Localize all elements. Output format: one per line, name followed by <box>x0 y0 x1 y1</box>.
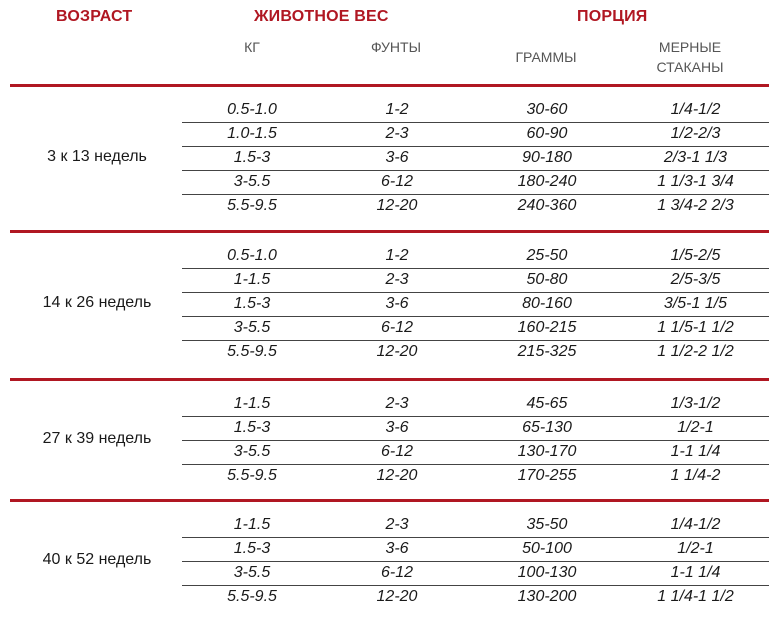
header-age: ВОЗРАСТ <box>56 8 133 25</box>
table-row <box>182 244 769 268</box>
cups-cell: 1 1/5-1 1/2 <box>657 319 734 336</box>
cups-cell: 1/2-1 <box>677 419 714 436</box>
weight-lb-cell: 2-3 <box>385 516 409 533</box>
grams-cell: 65-130 <box>522 419 572 436</box>
weight-lb-cell: 12-20 <box>376 467 418 484</box>
grams-cell: 100-130 <box>517 564 577 581</box>
weight-kg-cell: 0.5-1.0 <box>227 247 277 264</box>
table-row <box>182 194 769 218</box>
weight-lb-cell: 3-6 <box>385 540 409 557</box>
header-cups <box>640 37 740 77</box>
table-row <box>182 464 769 488</box>
weight-lb-cell: 3-6 <box>385 149 409 166</box>
weight-lb-cell: 1-2 <box>385 101 409 118</box>
weight-lb-cell: 6-12 <box>380 319 414 336</box>
grams-cell: 130-200 <box>517 588 577 605</box>
table-row <box>182 561 769 585</box>
weight-kg-cell: 1-1.5 <box>233 271 271 288</box>
group-divider <box>10 230 769 233</box>
group-divider <box>10 84 769 87</box>
weight-lb-cell: 12-20 <box>376 197 418 214</box>
grams-cell: 60-90 <box>526 125 568 142</box>
grams-cell: 130-170 <box>517 443 577 460</box>
grams-cell: 50-100 <box>522 540 572 557</box>
weight-kg-cell: 1.5-3 <box>233 419 271 436</box>
weight-kg-cell: 1.5-3 <box>233 540 271 557</box>
table-row <box>182 122 769 146</box>
weight-kg-cell: 5.5-9.5 <box>227 588 277 605</box>
group-divider <box>10 378 769 381</box>
weight-kg-cell: 3-5.5 <box>233 319 271 336</box>
weight-lb-cell: 1-2 <box>385 247 409 264</box>
grams-cell: 160-215 <box>517 319 577 336</box>
grams-cell: 25-50 <box>526 247 568 264</box>
grams-cell: 45-65 <box>526 395 568 412</box>
age-group-label: 40 к 52 недель <box>42 551 152 568</box>
grams-cell: 240-360 <box>517 197 577 214</box>
header-cups-line1: МЕРНЫЕ <box>658 39 722 55</box>
grams-cell: 35-50 <box>526 516 568 533</box>
cups-cell: 1/4-1/2 <box>670 101 721 118</box>
grams-cell: 50-80 <box>526 271 568 288</box>
cups-cell: 1/3-1/2 <box>670 395 721 412</box>
header-grams: ГРАММЫ <box>515 49 577 65</box>
table-row <box>182 146 769 170</box>
weight-lb-cell: 12-20 <box>376 588 418 605</box>
cups-cell: 1/2-2/3 <box>670 125 721 142</box>
weight-kg-cell: 1.5-3 <box>233 149 271 166</box>
header-portion: ПОРЦИЯ <box>577 8 648 25</box>
table-row <box>182 416 769 440</box>
header-cups-line2: СТАКАНЫ <box>656 59 724 75</box>
weight-lb-cell: 12-20 <box>376 343 418 360</box>
cups-cell: 1/4-1/2 <box>670 516 721 533</box>
grams-cell: 30-60 <box>526 101 568 118</box>
grams-cell: 170-255 <box>517 467 577 484</box>
grams-cell: 80-160 <box>522 295 572 312</box>
weight-lb-cell: 3-6 <box>385 295 409 312</box>
weight-kg-cell: 1-1.5 <box>233 516 271 533</box>
table-row <box>182 340 769 364</box>
cups-cell: 1/2-1 <box>677 540 714 557</box>
group-divider <box>10 499 769 502</box>
weight-kg-cell: 3-5.5 <box>233 564 271 581</box>
weight-lb-cell: 2-3 <box>385 125 409 142</box>
table-row <box>182 585 769 609</box>
cups-cell: 1-1 1/4 <box>670 564 721 581</box>
table-row <box>182 98 769 122</box>
weight-lb-cell: 6-12 <box>380 443 414 460</box>
cups-cell: 1 1/4-2 <box>670 467 721 484</box>
cups-cell: 1-1 1/4 <box>670 443 721 460</box>
table-row <box>182 513 769 537</box>
cups-cell: 2/3-1 1/3 <box>663 149 728 166</box>
header-lb: ФУНТЫ <box>371 39 421 55</box>
cups-cell: 1 3/4-2 2/3 <box>657 197 734 214</box>
cups-cell: 1 1/4-1 1/2 <box>657 588 734 605</box>
table-row <box>182 292 769 316</box>
header-weight: ЖИВОТНОЕ ВЕС <box>254 8 389 25</box>
grams-cell: 90-180 <box>522 149 572 166</box>
cups-cell: 1/5-2/5 <box>670 247 721 264</box>
cups-cell: 2/5-3/5 <box>670 271 721 288</box>
weight-lb-cell: 6-12 <box>380 173 414 190</box>
table-row <box>182 170 769 194</box>
weight-kg-cell: 3-5.5 <box>233 443 271 460</box>
weight-kg-cell: 5.5-9.5 <box>227 467 277 484</box>
table-row <box>182 392 769 416</box>
cups-cell: 1 1/3-1 3/4 <box>657 173 734 190</box>
grams-cell: 180-240 <box>517 173 577 190</box>
weight-lb-cell: 2-3 <box>385 395 409 412</box>
weight-lb-cell: 3-6 <box>385 419 409 436</box>
weight-lb-cell: 2-3 <box>385 271 409 288</box>
weight-kg-cell: 1.0-1.5 <box>227 125 277 142</box>
cups-cell: 1 1/2-2 1/2 <box>657 343 734 360</box>
table-row <box>182 537 769 561</box>
weight-kg-cell: 1.5-3 <box>233 295 271 312</box>
table-row <box>182 316 769 340</box>
table-row <box>182 268 769 292</box>
weight-kg-cell: 5.5-9.5 <box>227 343 277 360</box>
header-kg: КГ <box>244 39 260 55</box>
age-group-label: 14 к 26 недель <box>42 294 152 311</box>
age-group-label: 3 к 13 недель <box>47 148 147 165</box>
age-group-label: 27 к 39 недель <box>42 430 152 447</box>
weight-kg-cell: 0.5-1.0 <box>227 101 277 118</box>
grams-cell: 215-325 <box>517 343 577 360</box>
weight-kg-cell: 5.5-9.5 <box>227 197 277 214</box>
weight-kg-cell: 1-1.5 <box>233 395 271 412</box>
weight-kg-cell: 3-5.5 <box>233 173 271 190</box>
table-row <box>182 440 769 464</box>
cups-cell: 3/5-1 1/5 <box>663 295 728 312</box>
weight-lb-cell: 6-12 <box>380 564 414 581</box>
